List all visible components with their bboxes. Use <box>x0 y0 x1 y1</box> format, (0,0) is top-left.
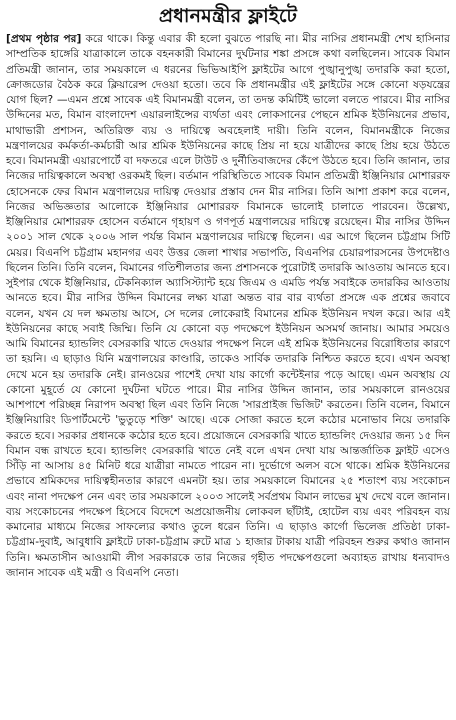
article-body-text: করে থাকে। কিন্তু এবার কী হলো বুঝতে পারছি না। মীর নাসির প্রধানমন্ত্রী শেখ হাসিনার সাম্প্রতিক হাঙ্গেরি যাত্রাকালে তাকে বহনকারী বিমানের দুর্ঘটনার শঙ্কা প্রসঙ্গে কথা বলছিলেন। সাবেক বিমান প্রতিমন্ত্রী জানান, তার সময়কালে এ ধরনের ভিভিআইপি ফ্লাইটের আগে পুঙ্খানুপুঙ্খ তদারকি করা হতো, ক্রোজডোর বৈঠক করে ক্লিয়ারেন্স দেওয়া হতো। তবে কি প্রধানমন্ত্রীর এই ফ্লাইটের সঙ্গে কোনো ষড়যন্ত্রের যোগ ছিল? —এমন প্রশ্নে সাবেক এই বিমানমন্ত্রী বলেন, তা তদন্ত কমিটিই ভালো বলতে পারবে। মীর নাসির উদ্দিনের মত, বিমান বাংলাদেশ এয়ারলাইন্সের ব্যর্থতা এবং লোকসানের পেছনে শ্রমিক ইউনিয়নের প্রভাব, মাথাভারী প্রশাসন, অতিরিক্ত ব্যয় ও দায়িত্বে অবহেলাই দায়ী। তিনি বলেন, বিমানমন্ত্রীকে নিজের মন্ত্রণালয়ের কর্মকর্তা-কর্মচারী আর শ্রমিক ইউনিয়নের কাছে প্রিয় না হয়ে যাত্রীদের কাছে প্রিয় হয়ে উঠতে হবে। বিমানমন্ত্রী এয়ারপোর্টে বা দফতরে এলে টাউট ও দুর্নীতিবাজদের কেঁপে উঠতে হবে। তিনি জানান, তার নিজের দায়িত্বকালে অবস্থা ওরকমই ছিল। বর্তমান পরিস্থিতিতে সাবেক বিমান প্রতিমন্ত্রী ইঞ্জিনিয়ার মোশাররফ হোসেনকে ফের বিমান মন্ত্রণালয়ের দায়িত্ব দেওয়ার প্রস্তাব দেন মীর নাসির। তিনি আশা প্রকাশ করে বলেন, নিজের অভিজ্ঞতার আলোকে ইঞ্জিনিয়ার মোশাররফ বিমানকে ভালোই চালাতে পারবেন। উল্লেখ্য, ইঞ্জিনিয়ার মোশাররফ হোসেন বর্তমানে গৃহায়ণ ও গণপূর্ত মন্ত্রণালয়ের দায়িত্বে রয়েছেন। মীর নাসির উদ্দিন ২০০১ সাল থেকে ২০০৬ সাল পর্যন্ত বিমান মন্ত্রণালয়ের দায়িত্বে ছিলেন। এর আগে ছিলেন চট্টগ্রাম সিটি মেয়র। বিএনপি চট্টগ্রাম মহানগর এবং উত্তর জেলা শাখার সভাপতি, বিএনপির চেয়ারপারসনের উপদেষ্টাও ছিলেন তিনি। তিনি বলেন, বিমানের গতিশীলতার জন্য প্রশাসনকে পুরোটাই তদারকি আওতায় আনতে হবে। সুইপার থেকে ইঞ্জিনিয়ার, টেকনিক্যাল অ্যাসিস্ট্যান্ট হয়ে জিএম ও এমডি পর্যন্ত সবাইকে তদারকির আওতায় আনতে হবে। মীর নাসির উদ্দিন বিমানের লক্ষ্য যাত্রা অন্তত বার বার ব্যর্থতা প্রসঙ্গে এক প্রশ্নের জবাবে বলেন, যখন যে দল ক্ষমতায় আসে, সে দলের লোকেরাই বিমানের শ্রমিক ইউনিয়ন দখল করে। আর এই ইউনিয়নের কাছে সবাই জিম্মি। তিনি যে কোনো বড় পদক্ষেপে ইউনিয়ন অসমর্থ জানায়। আমার সময়েও আমি বিমানের হ্যান্ডলিং বেসরকারি খাতে দেওয়ার পদক্ষেপ নিলে এই শ্রমিক ইউনিয়নের বিরোধিতার কারণে তা হয়নি। এ ছাড়াও যিনি মন্ত্রণালয়ের কাণ্ডারি, তাকেও সার্বিক তদারকি নিশ্চিত করতে হবে। এখন অবস্থা দেখে মনে হয় তদারকি নেই। রানওয়ের পাশেই দেখা যায় কার্গো কন্টেইনার পড়ে আছে। এমন অবস্থায় যে কোনো মুহূর্তে যে কোনো দুর্ঘটনা ঘটতে পারে। মীর নাসির উদ্দিন জানান, তার সময়কালে রানওয়ের আশপাশে পরিচ্ছন্ন নিরাপদ অবস্থা ছিল এবং তিনি নিজে 'সারপ্রাইজ ভিজিট' করতেন। তিনি বলেন, বিমানে ইঞ্জিনিয়ারিং ডিপার্টমেন্টে 'ভুতুড়ে শক্তি' আছে। একে সোজা করতে হলে কঠোর মনোভাব নিয়ে তদারকি করতে হবে। সরকার প্রধানকে কঠোর হতে হবে। প্রয়োজনে বেসরকারি খাতে হ্যান্ডলিং দেওয়ার জন্য ১৫ দিন বিমান বন্ধ রাখতে হবে। হ্যান্ডলিং বেসরকারি খাতে নেই বলে এখন দেখা যায় আন্তর্জাতিক ফ্লাইট এসেও সিঁড়ি না আসায় ৪৫ মিনিট ধরে যাত্রীরা নামতে পারেন না। দুর্ভোগে অলস বসে থাকে। শ্রমিক ইউনিয়নের প্রভাবে শ্রমিকদের দায়িত্বহীনতার কারণে এমনটা হয়। তার সময়কালে বিমানের ২৫ শতাংশ ব্যয় সংকোচন এবং নানা পদক্ষেপ নেন এবং তার সময়কালে ২০০৩ সালেই সর্বপ্রথম বিমান লাভের মুখ দেখে বলে জানান। ব্যয় সংকোচনের পদক্ষেপ হিসেবে বিদেশে অপ্রয়োজনীয় লোকবল ছাঁটাই, হোটেল ব্যয় এবং পরিবহন ব্যয় কমানোর মাধ্যমে নিজের সাফল্যের কথাও তুলে ধরেন তিনি। এ ছাড়াও কার্গো ভিলেজ প্রতিষ্ঠা ঢাকা-চট্টগ্রাম-দুবাই, আবুধাবি ফ্লাইটে ঢাকা-চট্টগ্রাম রুটে মাত্র ১ হাজার টাকায় যাত্রী পরিবহন শুরুর কথাও জানান তিনি। ক্ষমতাসীন আওয়ামী লীগ সরকারকে তার নিজের গৃহীত পদক্ষেপগুলো অব্যাহত রাখায় ধন্যবাদও জানান সাবেক এই মন্ত্রী ও বিএনপি নেতা। <box>6 33 450 579</box>
article-headline: প্রধানমন্ত্রীর ফ্লাইটে <box>158 5 298 27</box>
jump-label: [প্রথম পৃষ্ঠার পর] <box>6 33 82 45</box>
article-body <box>6 32 450 581</box>
